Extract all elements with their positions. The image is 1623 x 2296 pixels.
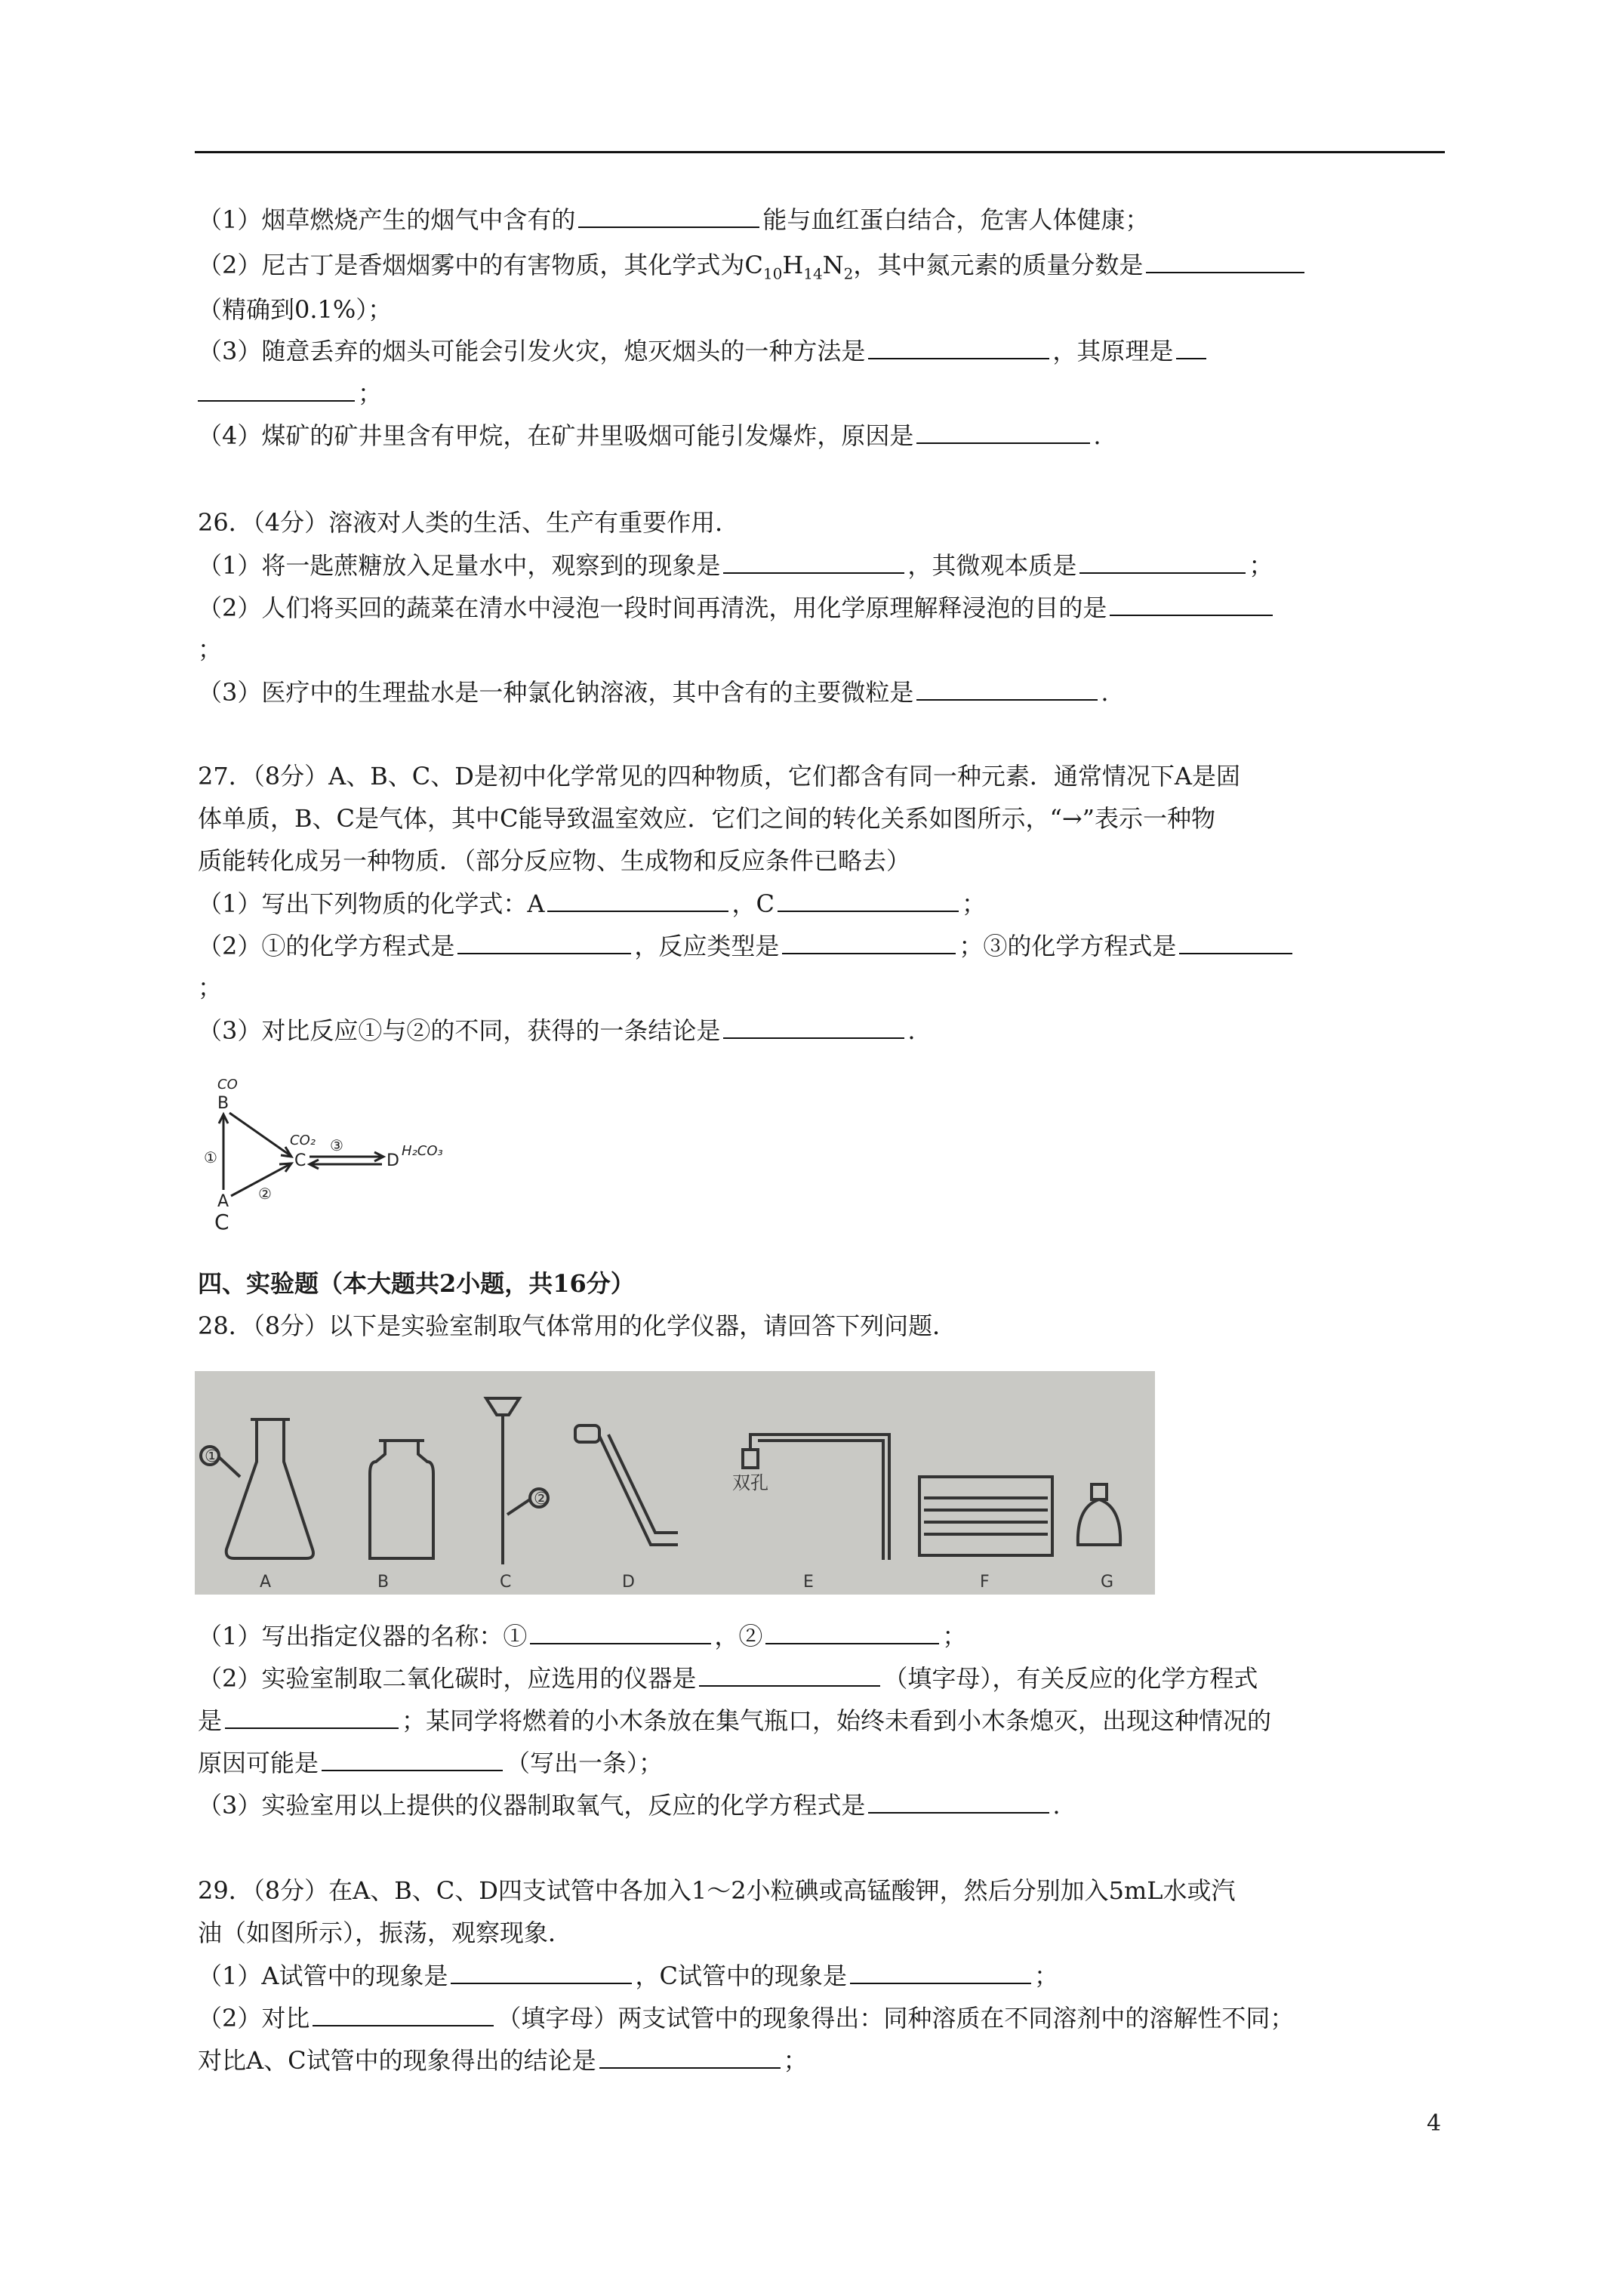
q27-part2-cont: ；: [198, 973, 223, 1002]
node-d: D: [387, 1151, 399, 1170]
label-e: E: [803, 1573, 814, 1592]
q26-part2: （2）人们将买回的蔬菜在清水中浸泡一段时间再清洗，用化学原理解释浸泡的目的是: [198, 592, 1276, 623]
double-hole-label: 双孔: [732, 1472, 768, 1493]
q26-part3: （3）医疗中的生理盐水是一种氯化钠溶液，其中含有的主要微粒是 .: [198, 678, 1109, 707]
label-f: F: [980, 1573, 990, 1592]
q27-part2: （2）①的化学方程式是 ，反应类型是 ；③的化学方程式是: [198, 930, 1295, 961]
q28-part3: （3）实验室用以上提供的仪器制取氧气，反应的化学方程式是 .: [198, 1791, 1061, 1820]
answer-blank[interactable]: [225, 1705, 399, 1729]
reaction-1-mark: ①: [204, 1148, 217, 1166]
q25-part4: （4）煤矿的矿井里含有甲烷，在矿井里吸烟可能引发爆炸，原因是 .: [198, 421, 1101, 450]
q27-conversion-diagram: [198, 1072, 470, 1238]
q25-p4-text: （4）煤矿的矿井里含有甲烷，在矿井里吸烟可能引发爆炸，原因是: [198, 421, 914, 450]
q26-title: 26．（4分）溶液对人类的生活、生产有重要作用．: [198, 508, 740, 537]
q25-part3: [198, 335, 1209, 366]
q25-part3-cont: ；: [198, 378, 382, 408]
answer-blank[interactable]: [723, 550, 904, 574]
answer-blank[interactable]: [868, 1789, 1049, 1814]
q29-part2: （2）对比 （填字母）两支试管中的现象得出：同种溶质在不同溶剂中的溶解性不同；: [198, 2004, 1295, 2032]
label-d: D: [622, 1573, 635, 1592]
q29-part2-cont: 对比A、C试管中的现象得出的结论是 ；: [198, 2046, 808, 2075]
q25-part1: [198, 204, 1149, 235]
label-g: G: [1101, 1573, 1114, 1592]
answer-blank[interactable]: [547, 888, 728, 912]
q25-part2: [198, 249, 1307, 283]
q28-apparatus-figure: [195, 1371, 1155, 1595]
answer-blank[interactable]: [850, 1960, 1031, 1984]
q26-part1: （1）将一匙蔗糖放入足量水中，观察到的现象是 ，其微观本质是 ；: [198, 551, 1273, 580]
answer-blank[interactable]: [916, 420, 1090, 444]
answer-blank[interactable]: [322, 1747, 503, 1771]
q29-part1: （1）A试管中的现象是 ，C试管中的现象是 ；: [198, 1962, 1058, 1990]
header-rule: [195, 151, 1445, 153]
q27-stem-line3: 质能转化成另一种物质．（部分反应物、生成物和反应条件已略去）: [198, 846, 911, 875]
q27-stem-line1: 27．（8分）A、B、C、D是初中化学常见的四种物质，它们都含有同一种元素．通常情况下A是固: [198, 762, 1240, 791]
q25-p1-text2: 能与血红蛋白结合，危害人体健康；: [762, 205, 1150, 234]
label-b: B: [377, 1573, 390, 1592]
answer-blank[interactable]: [868, 335, 1049, 359]
q28-part2-cont: 是 ；某同学将燃着的小木条放在集气瓶口，始终未看到小木条熄灭，出现这种情况的: [198, 1706, 1272, 1735]
answer-blank[interactable]: [782, 930, 956, 954]
q28-part1: （1）写出指定仪器的名称：① ，② ；: [198, 1622, 967, 1650]
answer-blank[interactable]: [1179, 930, 1292, 954]
answer-blank[interactable]: [1176, 335, 1206, 359]
answer-blank[interactable]: [530, 1620, 711, 1644]
answer-blank[interactable]: [313, 2002, 494, 2026]
q28-part2-cont2: 原因可能是 （写出一条）；: [198, 1749, 664, 1777]
q25-p3-text: （3）随意丢弃的烟头可能会引发火灾，熄灭烟头的一种方法是: [198, 337, 866, 365]
hw-label-a: C: [214, 1210, 229, 1234]
answer-blank[interactable]: [578, 204, 759, 228]
q25-p3-text2: ，其原理是: [1052, 337, 1174, 365]
answer-blank[interactable]: [1110, 592, 1273, 616]
hw-label-b: CO: [217, 1077, 238, 1093]
section-title: 四、实验题（本大题共2小题，共16分）: [198, 1269, 635, 1298]
answer-blank[interactable]: [765, 1620, 939, 1644]
node-b: B: [217, 1094, 229, 1113]
page-number: 4: [1427, 2110, 1442, 2137]
arrow-b-to-c: [229, 1113, 290, 1155]
q25-p2-text: （2）尼古丁是香烟烟雾中的有害物质，其化学式为: [198, 251, 745, 279]
answer-blank[interactable]: [457, 930, 631, 954]
answer-blank[interactable]: [198, 378, 355, 402]
mark-2: ②: [534, 1490, 549, 1509]
answer-blank[interactable]: [1146, 249, 1304, 273]
q26-part2-cont: ；: [198, 635, 223, 664]
q27-part3: （3）对比反应①与②的不同，获得的一条结论是 .: [198, 1016, 916, 1045]
answer-blank[interactable]: [1079, 550, 1246, 574]
label-a: A: [260, 1573, 272, 1592]
reaction-3-mark: ③: [330, 1136, 343, 1154]
answer-blank[interactable]: [451, 1960, 632, 1984]
answer-blank[interactable]: [699, 1663, 880, 1687]
answer-blank[interactable]: [778, 888, 959, 912]
q25-p2-text3: （精确到0.1%）；: [198, 295, 393, 324]
hw-label-d: H₂CO₃: [402, 1143, 443, 1159]
nicotine-formula: $C_{10}H_{14}N_2$: [744, 251, 854, 283]
figure-background: [195, 1371, 1155, 1595]
q28-part2: （2）实验室制取二氧化碳时，应选用的仪器是 （填字母），有关反应的化学方程式: [198, 1664, 1258, 1693]
label-c: C: [500, 1573, 512, 1592]
hw-label-c: CO₂: [290, 1133, 316, 1148]
q28-title: 28．（8分）以下是实验室制取气体常用的化学仪器，请回答下列问题．: [198, 1311, 957, 1340]
q29-stem-line2: 油（如图所示），振荡，观察现象．: [198, 1918, 573, 1947]
node-a: A: [217, 1192, 229, 1211]
answer-blank[interactable]: [599, 2045, 781, 2069]
reaction-2-mark: ②: [258, 1185, 272, 1203]
q27-part1: （1）写出下列物质的化学式：A ，C ；: [198, 889, 986, 918]
q25-p2-text2: ，其中氮元素的质量分数是: [853, 251, 1144, 279]
mark-1: ①: [205, 1447, 220, 1466]
q25-p1-text: （1）烟草燃烧产生的烟气中含有的: [198, 205, 576, 234]
q27-stem-line2: 体单质，B、C是气体，其中C能导致温室效应．它们之间的转化关系如图所示，“→”表示一种物: [198, 804, 1216, 833]
answer-blank[interactable]: [916, 676, 1098, 701]
q25-part2-cont: [198, 294, 392, 325]
node-c: C: [294, 1151, 306, 1170]
q29-stem-line1: 29．（8分）在A、B、C、D四支试管中各加入1～2小粒碘或高锰酸钾，然后分别加入5mL水或汽: [198, 1876, 1236, 1905]
answer-blank[interactable]: [723, 1015, 904, 1039]
